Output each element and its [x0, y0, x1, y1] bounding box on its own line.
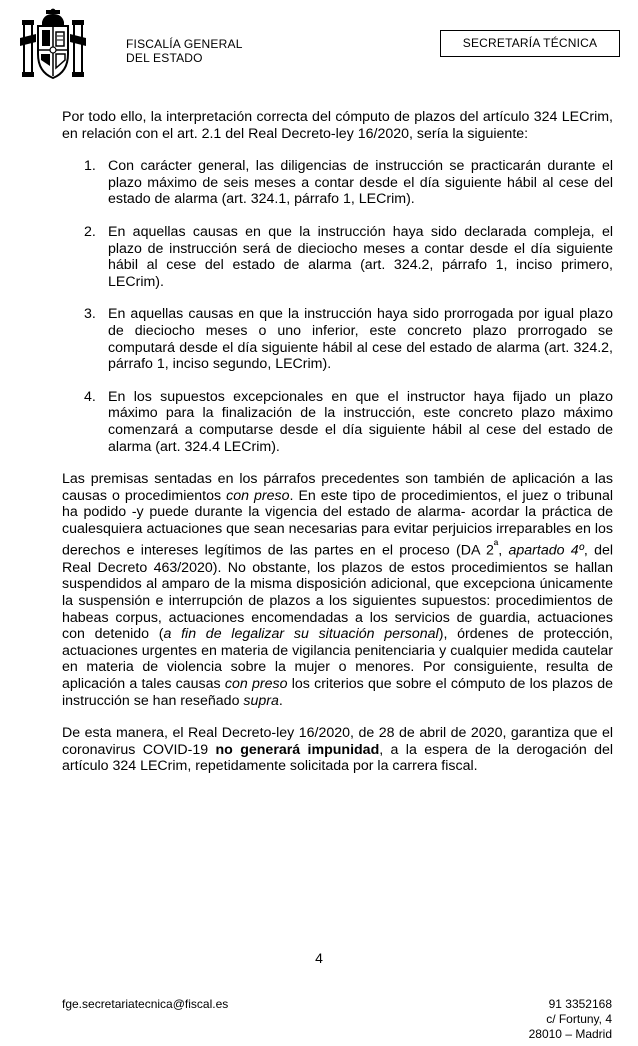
- document-body: [62, 109, 613, 775]
- italic-text: supra: [243, 692, 279, 709]
- paragraph-intro: Por todo ello, la interpretación correcta del cómputo de plazos del artículo 324 LECrim, en relación con el art. 2.1 del Real Decreto-ley 16/2020, sería la siguiente:: [62, 109, 613, 142]
- footer-address-city: 28010 – Madrid: [528, 1027, 612, 1041]
- list-item-number: 1.: [84, 158, 96, 175]
- text-run: los criterios que sobre el cómputo de los plazos de instrucción se han reseñado: [62, 675, 613, 709]
- list-item: [62, 306, 613, 372]
- list-item-number: 4.: [84, 388, 96, 405]
- text-run: , a la espera de la derogación del artículo 324 LECrim, repetidamente solicitada por la carrera fiscal.: [62, 741, 614, 775]
- italic-text: con preso: [226, 487, 290, 504]
- footer-address-street: c/ Fortuny, 4: [546, 1012, 612, 1026]
- organization-name-line2: DEL ESTADO: [126, 51, 203, 65]
- paragraph-conclusion: [62, 725, 613, 775]
- list-item-number: 3.: [84, 306, 96, 323]
- numbered-list: [62, 158, 613, 455]
- footer-contact: [529, 997, 612, 1042]
- text-run: De esta manera, el Real Decreto-ley 16/2020, de 28 de abril de 2020, garantiza que el coronavirus COVID-19: [62, 725, 613, 758]
- list-item-text: En los supuestos excepcionales en que el instructor haya fijado un plazo máximo para la finalización de la instrucción, este concreto plazo máximo comenzará a computarse desde el día siguiente hábil al cese del estado de alarma (art. 324.4 LECrim).: [108, 388, 613, 455]
- list-item-text: En aquellas causas en que la instrucción haya sido declarada compleja, el plazo de instrucción será de dieciocho meses a contar desde el día siguiente hábil al cese del estado de alarma (art. 324.2, párrafo 1, inciso primero, LECrim).: [108, 223, 613, 290]
- page-header: [0, 0, 638, 90]
- text-run: Las premisas sentadas en los párrafos precedentes son también de aplicación a las causas o procedimientos: [62, 471, 613, 504]
- organization-name: [126, 37, 243, 65]
- paragraph-con-preso: [62, 471, 613, 709]
- text-run: , del Real Decreto 463/2020). No obstante, los plazos de estos procedimientos se hallan suspendidos al amparo de la misma disposición adicional, que excepciona únicamente la suspensión e interrupción de plazos a los siguientes supuestos: procedimientos de habeas corpus, actuaciones encomendadas a los servicios de guardia, actuaciones con detenido (: [62, 543, 614, 643]
- italic-text: con preso: [224, 675, 288, 692]
- list-item-text: En aquellas causas en que la instrucción haya sido prorrogada por igual plazo de dieciocho meses o uno inferior, este concreto plazo prorrogado se computará desde el día siguiente hábil al cese del estado de alarma (art. 324.2, párrafo 1, inciso segundo, LECrim).: [108, 306, 613, 373]
- section-label-box: SECRETARÍA TÉCNICA: [440, 30, 620, 57]
- list-item: [62, 389, 613, 455]
- list-item-text: Con carácter general, las diligencias de instrucción se practicarán durante el plazo máximo de seis meses a contar desde el día siguiente hábil al cese del estado de alarma (art. 324.1, párrafo 1, LECrim).: [108, 158, 613, 208]
- italic-text: a fin de legalizar su situación personal: [163, 626, 439, 643]
- bold-text: no generará impunidad: [215, 741, 380, 758]
- superscript-text: ª: [493, 538, 499, 553]
- list-item: [62, 158, 613, 208]
- coat-of-arms-icon: [18, 8, 88, 82]
- page-number: 4: [315, 950, 323, 966]
- text-run: ,: [498, 543, 509, 560]
- organization-name-line1: FISCALÍA GENERAL: [126, 37, 243, 51]
- list-item: [62, 224, 613, 290]
- text-run: ), órdenes de protección, actuaciones urgentes en materia de vigilancia penitenciaria y cualquier medida cautelar en materia de violencia sobre la mujer o menores. Por consiguiente, resulta de aplicación a tales causas: [62, 626, 614, 692]
- italic-text: apartado 4º: [508, 543, 584, 560]
- list-item-number: 2.: [84, 223, 96, 240]
- footer-email: fge.secretariatecnica@fiscal.es: [62, 997, 229, 1011]
- footer-phone: 91 3352168: [548, 997, 612, 1011]
- text-run: .: [278, 692, 283, 709]
- text-run: . En este tipo de procedimientos, el juez o tribunal ha podido -y puede durante la vigencia del estado de alarma- acordar la práctica de cualesquiera actuaciones que sean necesarias para evitar perjuicios irreparables en los derechos e intereses legítimos de las partes en el proceso (DA 2: [62, 487, 613, 560]
